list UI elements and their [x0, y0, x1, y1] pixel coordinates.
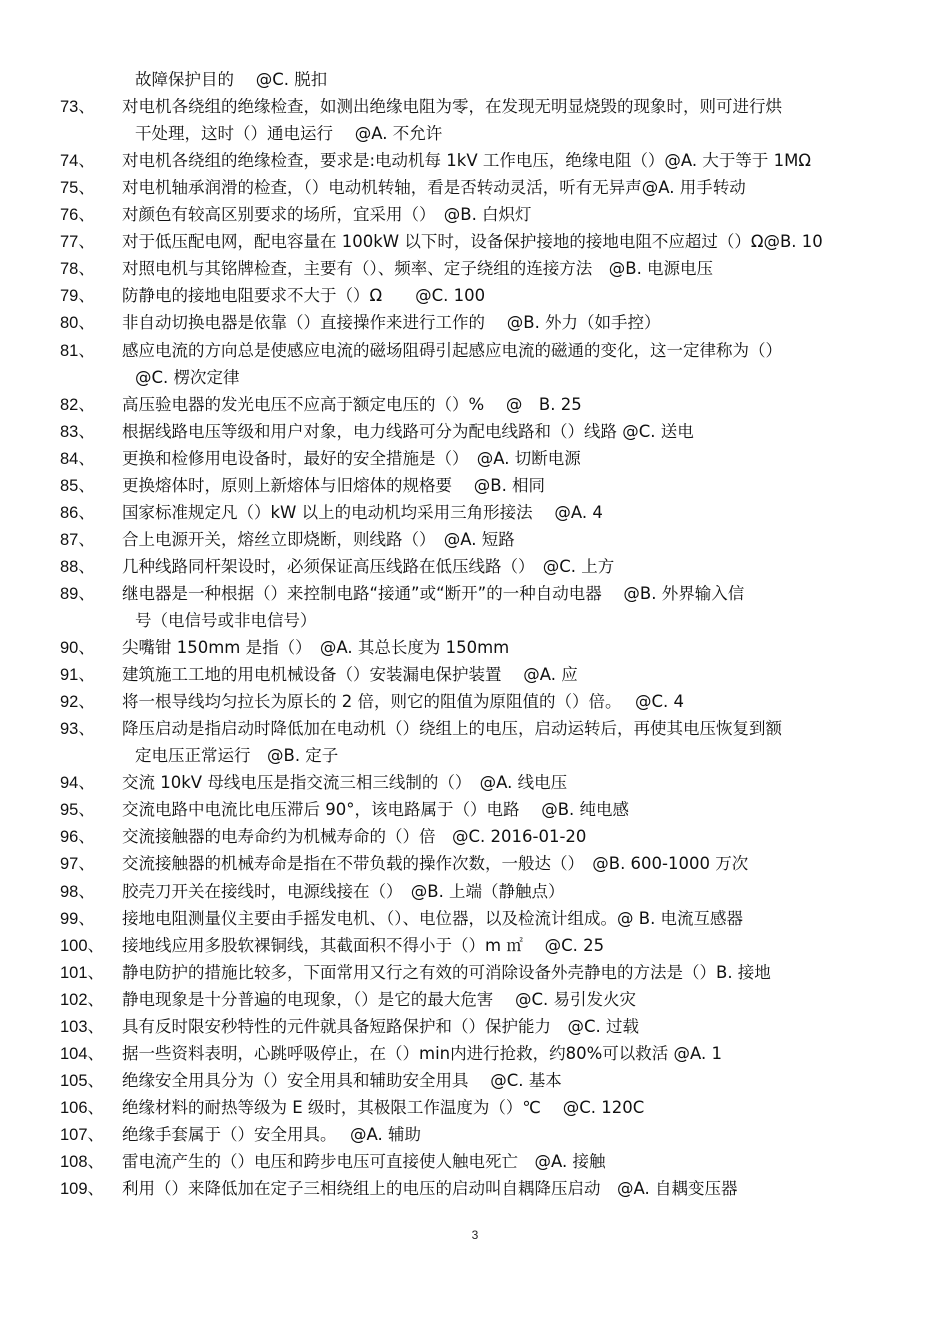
- question-number: 105、: [60, 1071, 105, 1090]
- question-line: [60, 850, 910, 878]
- question-line: [60, 93, 910, 121]
- question-line: [60, 661, 910, 689]
- question-number: 94、: [60, 774, 95, 793]
- question-text: 交流接触器的电寿命约为机械寿命的（）倍 @C. 2016-01-20: [122, 827, 587, 847]
- question-text: 具有反时限安秒特性的元件就具备短路保护和（）保护能力 @C. 过载: [122, 1016, 640, 1036]
- question-text: 对于低压配电网，配电容量在 100kW 以下时，设备保护接地的接地电阻不应超过（）Ω@B. 10: [122, 232, 823, 252]
- question-line: [60, 823, 910, 851]
- question-text: 静电现象是十分普遍的电现象，（）是它的最大危害 @C. 易引发火灾: [122, 989, 637, 1009]
- question-text: 对电机轴承润滑的检查，（）电动机转轴，看是否转动灵活，听有无异声@A. 用手转动: [122, 178, 746, 198]
- question-line: [60, 1175, 910, 1203]
- question-number: 87、: [60, 530, 95, 549]
- question-number: 79、: [60, 287, 95, 306]
- question-text: 对电机各绕组的绝缘检查，要求是:电动机每 1kV 工作电压，绝缘电阻（）@A. 大于等于 1MΩ: [122, 151, 811, 171]
- question-number: 103、: [60, 1017, 105, 1036]
- question-text: 接地线应用多股软裸铜线，其截面积不得小于（）m ㎡ @C. 25: [122, 935, 605, 955]
- question-number: 104、: [60, 1044, 105, 1063]
- question-line: [60, 769, 910, 797]
- question-number: 89、: [60, 584, 95, 603]
- question-continuation-line: [135, 66, 915, 93]
- question-text: 绝缘材料的耐热等级为 E 级时，其极限工作温度为（）℃ @C. 120C: [122, 1097, 645, 1117]
- question-text: 静电防护的措施比较多，下面常用又行之有效的可消除设备外壳静电的方法是（）B. 接地: [122, 962, 771, 982]
- question-text: 定电压正常运行 @B. 定子: [135, 746, 339, 766]
- question-text: 利用（）来降低加在定子三相绕组上的电压的启动叫自耦降压启动 @A. 自耦变压器: [122, 1179, 738, 1199]
- question-text: 几种线路同杆架设时，必须保证高压线路在低压线路（） @C. 上方: [122, 556, 615, 576]
- question-line: [60, 1067, 910, 1095]
- question-number: 102、: [60, 990, 105, 1009]
- question-text: 胶壳刀开关在接线时，电源线接在（） @B. 上端（静触点）: [122, 881, 565, 901]
- question-number: 99、: [60, 909, 95, 928]
- question-text: 交流 10kV 母线电压是指交流三相三线制的（） @A. 线电压: [122, 773, 568, 793]
- question-text: @C. 楞次定律: [135, 367, 240, 387]
- question-line: [60, 878, 910, 906]
- question-text: 继电器是一种根据（）来控制电路“接通”或“断开”的一种自动电器 @B. 外界输入信: [122, 583, 745, 603]
- question-line: [60, 715, 910, 743]
- question-text: 对照电机与其铭牌检查，主要有（）、频率、定子绕组的连接方法 @B. 电源电压: [122, 259, 714, 279]
- question-number: 76、: [60, 206, 95, 225]
- question-line: [60, 391, 910, 419]
- question-number: 80、: [60, 314, 95, 333]
- question-text: 建筑施工工地的用电机械设备（）安装漏电保护装置 @A. 应: [122, 665, 578, 685]
- question-line: [60, 228, 910, 256]
- question-number: 101、: [60, 963, 105, 982]
- question-line: [60, 337, 910, 365]
- question-text: 降压启动是指启动时降低加在电动机（）绕组上的电压，启动运转后，再使其电压恢复到额: [122, 719, 782, 739]
- question-text: 国家标准规定凡（）kW 以上的电动机均采用三角形接法 @A. 4: [122, 502, 603, 522]
- question-number: 91、: [60, 666, 95, 685]
- question-number: 82、: [60, 395, 95, 414]
- question-number: 95、: [60, 801, 95, 820]
- question-line: [60, 282, 910, 310]
- question-number: 108、: [60, 1153, 105, 1171]
- question-line: [60, 1040, 910, 1068]
- question-number: 107、: [60, 1125, 105, 1144]
- question-line: [60, 526, 910, 554]
- question-text: 接地电阻测量仪主要由手摇发电机、（）、电位器，以及检流计组成。@ B. 电流互感器: [122, 908, 744, 928]
- question-line: [60, 580, 910, 608]
- question-number: 88、: [60, 557, 95, 576]
- question-continuation-line: [135, 364, 915, 391]
- question-text: 更换和检修用电设备时，最好的安全措施是（） @A. 切断电源: [122, 448, 581, 468]
- question-number: 85、: [60, 476, 95, 495]
- question-line: [60, 905, 910, 933]
- question-text: 绝缘安全用具分为（）安全用具和辅助安全用具 @C. 基本: [122, 1070, 562, 1090]
- question-line: [60, 1094, 910, 1122]
- question-number: 75、: [60, 179, 95, 198]
- question-line: [60, 932, 910, 960]
- question-text: 交流接触器的机械寿命是指在不带负载的操作次数，一般达（） @B. 600-1000 万次: [122, 854, 749, 874]
- question-number: 90、: [60, 639, 95, 658]
- question-line: [60, 472, 910, 500]
- question-line: [60, 147, 910, 175]
- question-text: 据一些资料表明，心跳呼吸停止，在（）min内进行抢救，约80%可以救活 @A. 1: [122, 1043, 723, 1063]
- question-line: [60, 986, 910, 1014]
- question-text: 感应电流的方向总是使感应电流的磁场阻碍引起感应电流的磁通的变化，这一定律称为（）: [122, 340, 782, 360]
- question-text: 合上电源开关，熔丝立即烧断，则线路（） @A. 短路: [122, 529, 515, 549]
- question-text: 对颜色有较高区别要求的场所，宜采用（） @B. 白炽灯: [122, 205, 532, 225]
- question-number: 98、: [60, 882, 95, 901]
- question-continuation-line: [135, 742, 915, 769]
- question-text: 号（电信号或非电信号）: [135, 611, 317, 630]
- question-line: [60, 553, 910, 581]
- question-line: [60, 796, 910, 824]
- question-number: 96、: [60, 828, 95, 847]
- question-line: [60, 201, 910, 229]
- question-number: 93、: [60, 720, 95, 739]
- question-number: 86、: [60, 503, 95, 522]
- question-text: 将一根导线均匀拉长为原长的 2 倍，则它的阻值为原阻值的（）倍。 @C. 4: [122, 692, 684, 712]
- question-line: [60, 499, 910, 527]
- question-number: 100、: [60, 936, 105, 955]
- page-number: 3: [471, 1228, 479, 1242]
- question-number: 78、: [60, 260, 95, 279]
- question-text: 雷电流产生的（）电压和跨步电压可直接使人触电死亡 @A. 接触: [122, 1152, 606, 1171]
- question-number: 81、: [60, 341, 95, 360]
- question-number: 73、: [60, 98, 95, 117]
- question-line: [60, 445, 910, 473]
- question-text: 根据线路电压等级和用户对象，电力线路可分为配电线路和（）线路 @C. 送电: [122, 421, 694, 441]
- question-number: 92、: [60, 693, 95, 712]
- question-text: 高压验电器的发光电压不应高于额定电压的（）% @ B. 25: [122, 394, 582, 414]
- question-number: 106、: [60, 1098, 105, 1117]
- question-line: [60, 1148, 910, 1176]
- question-number: 74、: [60, 152, 95, 171]
- question-text: 故障保护目的 @C. 脱扣: [135, 70, 328, 89]
- question-continuation-line: [135, 607, 915, 634]
- question-number: 97、: [60, 855, 95, 874]
- question-text: 更换熔体时，原则上新熔体与旧熔体的规格要 @B. 相同: [122, 475, 546, 495]
- question-line: [60, 255, 910, 283]
- question-line: [60, 959, 910, 987]
- question-number: 77、: [60, 233, 95, 252]
- question-number: 83、: [60, 422, 95, 441]
- question-text: 交流电路中电流比电压滞后 90°，该电路属于（）电路 @B. 纯电感: [122, 800, 630, 820]
- question-line: [60, 688, 910, 716]
- question-line: [60, 309, 910, 337]
- question-line: [60, 1121, 910, 1149]
- question-number: 109、: [60, 1180, 105, 1199]
- question-number: 84、: [60, 449, 95, 468]
- question-text: 干处理，这时（）通电运行 @A. 不允许: [135, 124, 443, 144]
- question-text: 非自动切换电器是依靠（）直接操作来进行工作的 @B. 外力（如手控）: [122, 313, 661, 333]
- question-text: 绝缘手套属于（）安全用具。 @A. 辅助: [122, 1124, 421, 1144]
- question-line: [60, 1013, 910, 1041]
- question-text: 防静电的接地电阻要求不大于（）Ω @C. 100: [122, 286, 486, 306]
- question-text: 尖嘴钳 150mm 是指（） @A. 其总长度为 150mm: [122, 638, 510, 658]
- question-line: [60, 634, 910, 662]
- question-line: [60, 418, 910, 446]
- question-line: [60, 174, 910, 202]
- question-continuation-line: [135, 120, 915, 147]
- question-text: 对电机各绕组的绝缘检查，如测出绝缘电阻为零，在发现无明显烧毁的现象时，则可进行烘: [122, 97, 782, 117]
